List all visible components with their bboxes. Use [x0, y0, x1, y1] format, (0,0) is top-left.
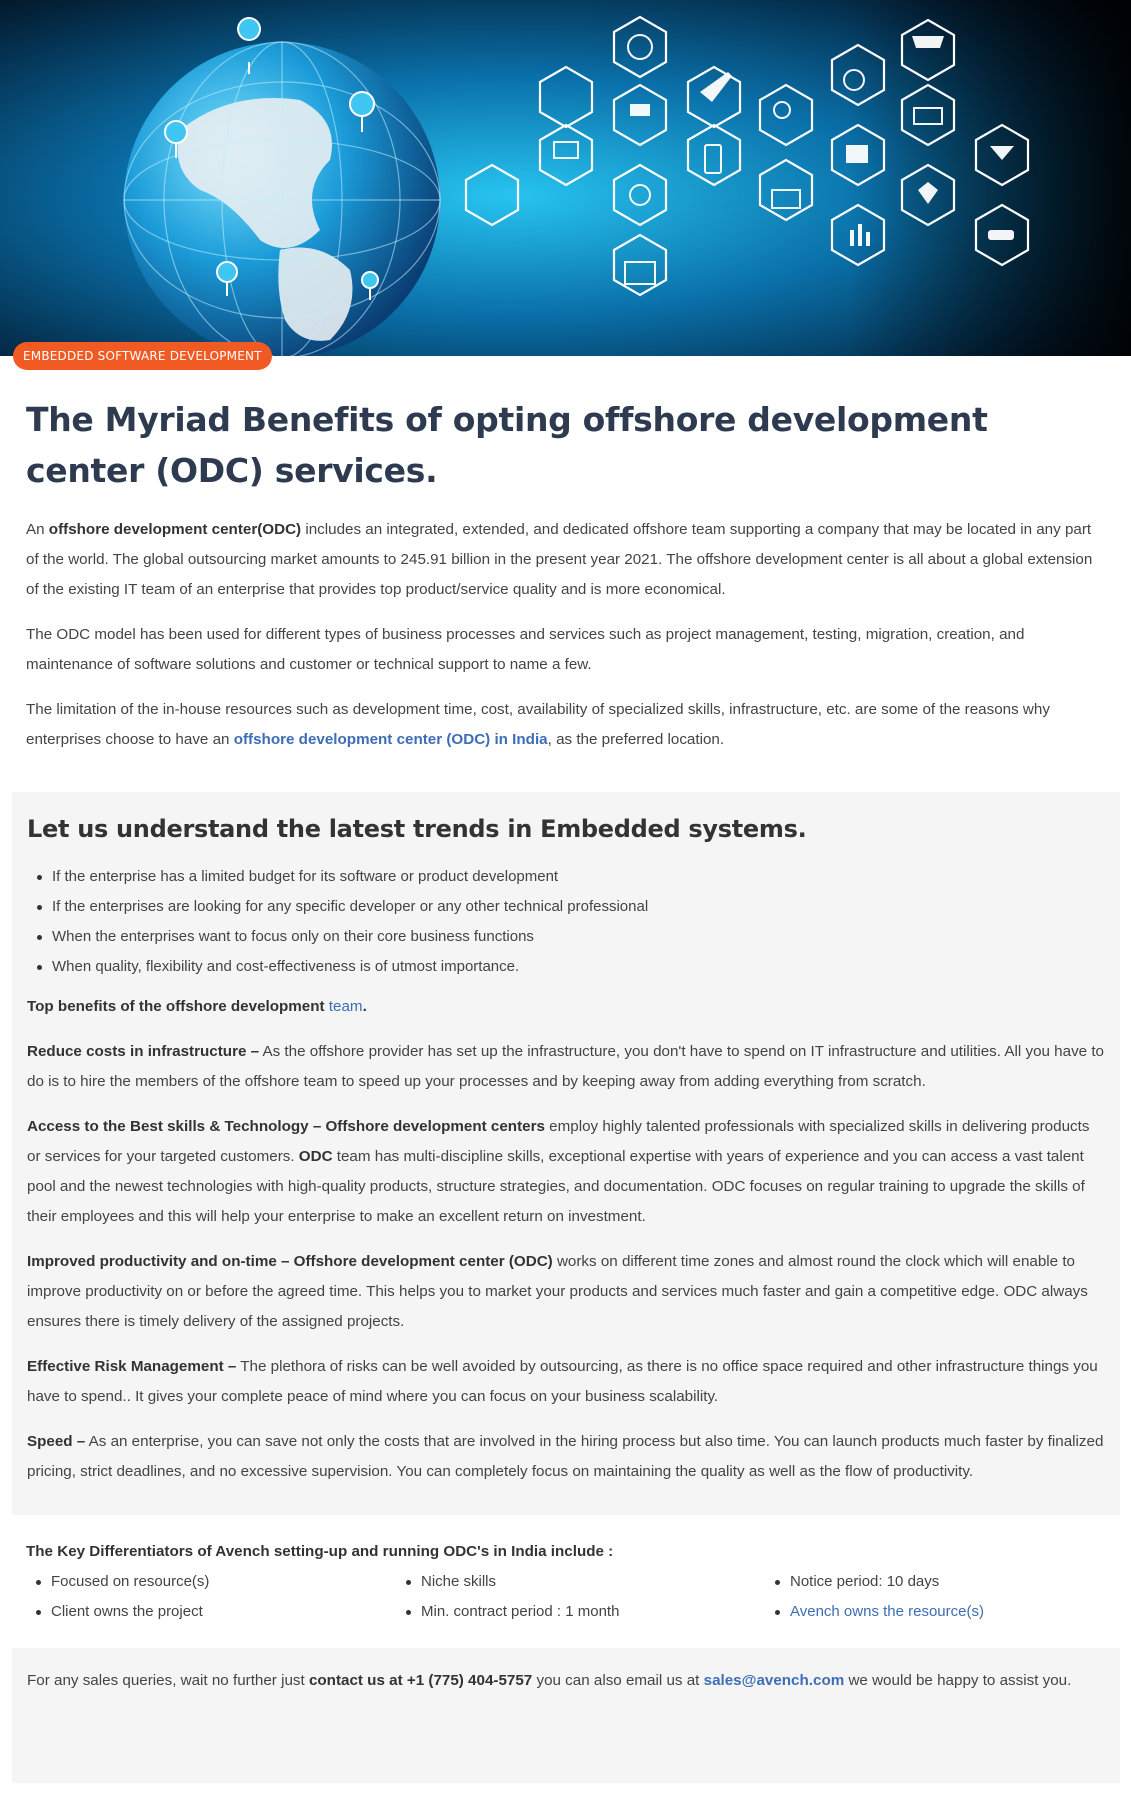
differentiators-col-2	[396, 1567, 765, 1627]
text: An	[26, 521, 49, 538]
hero-illustration	[0, 0, 1131, 356]
trends-section	[12, 792, 1120, 1515]
article-intro	[0, 394, 1131, 755]
differentiators-col-1	[26, 1567, 396, 1627]
list-item: If the enterprise has a limited budget for its software or product development	[27, 862, 1105, 892]
contact-paragraph	[27, 1666, 1105, 1696]
text: team has multi-discipline skills, exceptional expertise with years of experience and you can access a vast talent pool and the newest technologies with high-quality products, structure strategies, and documentation. ODC focuses on regular training to upgrade the skills of their employees and this will help your enterprise to make an excellent return on investment.	[27, 1148, 1085, 1225]
page-title: The Myriad Benefits of opting offshore development center (ODC) services.	[26, 400, 988, 490]
benefit-title: Reduce costs in infrastructure –	[27, 1043, 260, 1060]
text: As the offshore provider has set up the infrastructure, you don't have to spend on IT infrastructure and utilities. All you have to do is to hire the members of the offshore team to speed up your processes and by keeping away from adding everything from scratch.	[27, 1043, 1105, 1090]
list-item: When the enterprises want to focus only on their core business functions	[27, 922, 1105, 952]
list-item: When quality, flexibility and cost-effectiveness is of utmost importance.	[27, 952, 1105, 982]
intro-paragraph-2: The ODC model has been used for different types of business processes and services such as project management, testing, migration, creation, and maintenance of software solutions and customer or technical support to name a few.	[26, 626, 1025, 673]
text: works on different time zones and almost round the clock which will enable to improve productivity on or before the agreed time. This helps you to market your products and services much faster and gain a competitive edge. ODC always ensures there is timely delivery of the assigned projects.	[27, 1253, 1088, 1330]
benefit-speed	[27, 1427, 1105, 1487]
contact-section	[12, 1648, 1120, 1783]
category-badge[interactable]: EMBEDDED SOFTWARE DEVELOPMENT	[13, 342, 272, 370]
text: As an enterprise, you can save not only the costs that are involved in the hiring process but also time. You can launch products much faster by finalized pricing, strict deadlines, and no excessive supervision. You can completely focus on maintaining the quality as well as the flow of productivity.	[27, 1433, 1104, 1480]
bold-term: offshore development center(ODC)	[48, 521, 302, 538]
phone-text: contact us at +1 (775) 404-5757	[308, 1672, 533, 1689]
text: you can also email us at	[532, 1672, 704, 1689]
text: The limitation of the in-house resources such as development time, cost, availability of specialized skills, infrastructure, etc. are some of the reasons why enterprises choose to have an	[26, 701, 1050, 748]
text: The plethora of risks can be well avoided by outsourcing, as there is no office space required and other infrastructure things you have to spend.. It gives your complete peace of mind where you can focus on your business scalability.	[27, 1358, 1098, 1405]
benefit-title: Speed –	[27, 1433, 86, 1450]
benefit-title: Improved productivity and on-time – Offshore development center (ODC)	[27, 1253, 553, 1270]
list-item: If the enterprises are looking for any specific developer or any other technical professional	[27, 892, 1105, 922]
list-item: Niche skills	[396, 1567, 765, 1597]
odc-india-link[interactable]: offshore development center (ODC) in India	[233, 731, 548, 748]
text: , as the preferred location.	[547, 731, 725, 748]
benefit-risk	[27, 1352, 1105, 1412]
benefit-reduce-costs	[27, 1037, 1105, 1097]
benefit-access-skills	[27, 1112, 1105, 1232]
trends-list	[27, 862, 1105, 982]
list-item	[765, 1597, 1105, 1627]
text: For any sales queries, wait no further just	[27, 1672, 309, 1689]
list-item: Client owns the project	[26, 1597, 396, 1627]
list-item: Notice period: 10 days	[765, 1567, 1105, 1597]
differentiators-section	[0, 1515, 1131, 1627]
list-item: Min. contract period : 1 month	[396, 1597, 765, 1627]
top-benefits-heading	[27, 992, 1105, 1022]
benefit-productivity	[27, 1247, 1105, 1337]
email-link[interactable]: sales@avench.com	[703, 1672, 845, 1689]
intro-paragraph-3	[26, 695, 1105, 755]
trends-heading: Let us understand the latest trends in Embedded systems.	[27, 815, 807, 843]
differentiators-title: The Key Differentiators of Avench setting-up and running ODC's in India include :	[26, 1543, 614, 1560]
avench-resources-link[interactable]: Avench owns the resource(s)	[790, 1603, 984, 1620]
list-item: Focused on resource(s)	[26, 1567, 396, 1597]
text: employ highly talented professionals with specialized skills in delivering products or services for your targeted customers.	[27, 1118, 1090, 1165]
benefit-title: Effective Risk Management –	[27, 1358, 237, 1375]
intro-paragraph-1	[26, 515, 1105, 605]
hero-banner	[0, 0, 1131, 363]
globe-icon	[124, 42, 440, 356]
text: includes an integrated, extended, and dedicated offshore team supporting a company that may be located in any part of the world. The global outsourcing market amounts to 245.91 billion in the present year 2021. The offshore development center is all about a global extension of the existing IT team of an enterprise that provides top product/service quality and is more economical.	[26, 521, 1093, 598]
text: we would be happy to assist you.	[844, 1672, 1072, 1689]
team-link[interactable]: team	[328, 998, 363, 1015]
bold-text: .	[362, 998, 367, 1015]
bold-term: ODC	[298, 1148, 333, 1165]
benefit-title: Access to the Best skills & Technology – Offshore development centers	[27, 1118, 545, 1135]
differentiators-columns	[26, 1567, 1105, 1627]
differentiators-col-3	[765, 1567, 1105, 1627]
bold-text: Top benefits of the offshore development	[27, 998, 329, 1015]
